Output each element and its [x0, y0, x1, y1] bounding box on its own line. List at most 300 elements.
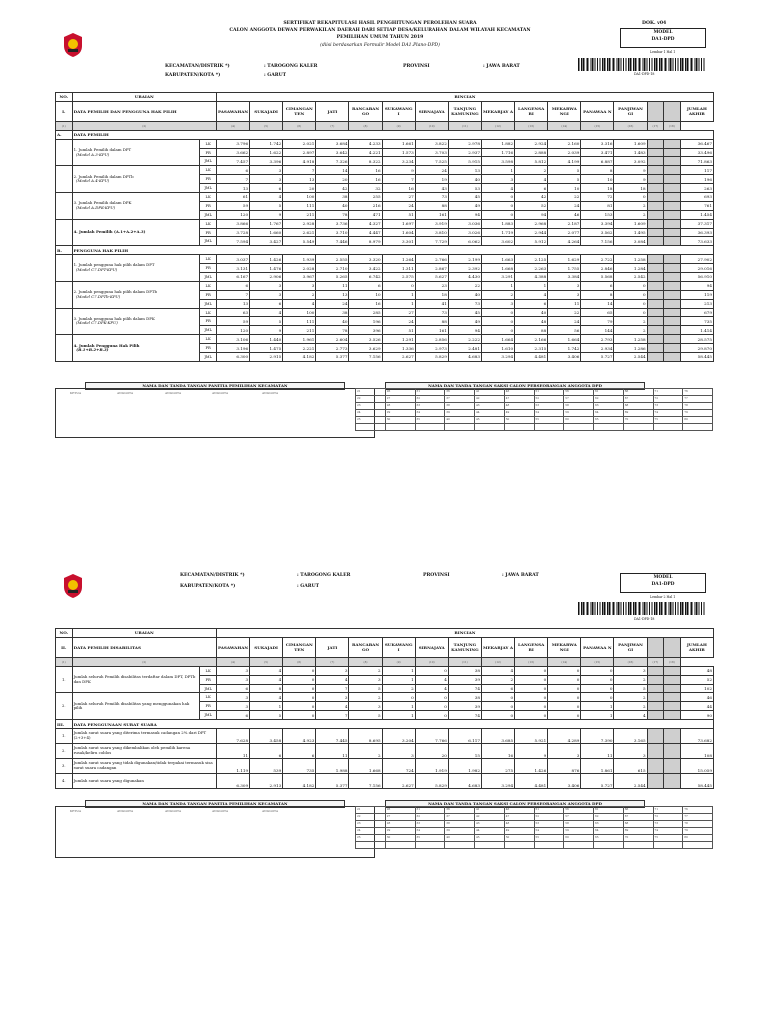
- saksi-slot: 54: [534, 828, 564, 835]
- value-cell: 0: [283, 702, 316, 711]
- value-cell: 1.668: [349, 759, 382, 774]
- row-number: [56, 335, 73, 362]
- blank-col: [647, 344, 664, 353]
- header-row: [56, 93, 714, 102]
- saksi-slot: [385, 842, 415, 849]
- value-cell: 48: [515, 317, 548, 326]
- row-label-text: 1. Jumlah pengguna hak pilih dalam DPT: [73, 262, 155, 268]
- value-cell: 1.258: [614, 255, 647, 264]
- value-cell: 1.668: [481, 264, 514, 273]
- village-header: TANJUNG KAMUNING: [448, 637, 481, 657]
- value-cell: 27: [382, 193, 415, 202]
- value-cell: 3.406: [548, 353, 581, 362]
- blank-col: [647, 255, 664, 264]
- value-cell: 3.822: [415, 139, 448, 148]
- row-label-sub: (Model C7.DPK-KPU): [73, 320, 118, 326]
- saksi-slot: [356, 424, 386, 431]
- signature-row: [356, 389, 713, 396]
- value-cell: 111: [283, 201, 316, 210]
- saksi-slot: 78: [683, 403, 713, 410]
- value-cell: 2.166: [515, 335, 548, 344]
- value-cell: 4: [316, 675, 349, 684]
- value-cell: 1: [382, 711, 415, 720]
- value-cell: 2: [382, 684, 415, 693]
- saksi-slot: 27: [385, 396, 415, 403]
- value-cell: 90: [680, 711, 713, 720]
- value-cell: 3.629: [349, 344, 382, 353]
- value-cell: 22: [548, 308, 581, 317]
- value-cell: 13: [216, 184, 249, 193]
- value-cell: 6.887: [581, 157, 614, 166]
- blank-col: [664, 693, 681, 702]
- value-cell: 0: [481, 193, 514, 202]
- sex-label: PR: [200, 148, 217, 157]
- village-header: PANAWAA N: [581, 637, 614, 657]
- saksi-slot: 30: [385, 835, 415, 842]
- row-number: [56, 219, 73, 246]
- row-label-sub: (Model A.DPK-KPU): [73, 204, 116, 210]
- village-header: PASAWAHAN: [216, 637, 249, 657]
- blank-col: [647, 317, 664, 326]
- saksi-slot: 47: [504, 814, 534, 821]
- saksi-slot: 40: [445, 417, 475, 424]
- blank-col: [664, 744, 681, 759]
- value-cell: 111: [283, 317, 316, 326]
- value-cell: 2.544: [614, 353, 647, 362]
- value-cell: 22: [448, 281, 481, 290]
- value-cell: 2: [481, 675, 514, 684]
- index-cell: (8): [349, 657, 382, 666]
- saksi-slot: 23: [356, 403, 386, 410]
- row-number: [56, 193, 73, 220]
- value-cell: 2.897: [283, 148, 316, 157]
- value-cell: 16: [349, 175, 382, 184]
- kpu-logo: [62, 573, 84, 599]
- village-header: PASAWAHAN: [216, 101, 249, 121]
- value-cell: 2.937: [448, 148, 481, 157]
- value-cell: 2.627: [382, 353, 415, 362]
- value-cell: 2.924: [515, 139, 548, 148]
- section-number: A.: [56, 130, 73, 139]
- value-cell: 1.609: [614, 139, 647, 148]
- sex-label: JML: [200, 353, 217, 362]
- value-cell: 0: [415, 711, 448, 720]
- saksi-slot: [415, 842, 445, 849]
- value-cell: 1.861: [581, 759, 614, 774]
- row-label: Jumlah surat suara yang tidak digunakan/tidak terpakai termasuk sisa surat suara cadangan: [72, 759, 216, 774]
- value-cell: 2.846: [581, 264, 614, 273]
- blank-col: [664, 101, 681, 121]
- saksi-slot: 26: [385, 389, 415, 396]
- value-cell: 2.710: [316, 264, 349, 273]
- index-cell: (2): [72, 121, 216, 130]
- row-label: [72, 139, 200, 166]
- index-cell: (16): [614, 121, 647, 130]
- value-cell: 1: [250, 702, 283, 711]
- village-header: LANGENSA RI: [515, 637, 548, 657]
- row-label: [72, 219, 200, 246]
- value-cell: 42: [316, 184, 349, 193]
- saksi-slot: 59: [564, 828, 594, 835]
- saksi-slot: [504, 842, 534, 849]
- value-cell: 1.622: [250, 148, 283, 157]
- value-cell: 11: [548, 299, 581, 308]
- saksi-slot: 42: [475, 396, 505, 403]
- value-cell: 3.234: [382, 157, 415, 166]
- section-number: III.: [56, 720, 73, 729]
- saksi-slot: 79: [683, 410, 713, 417]
- value-cell: 0: [283, 693, 316, 702]
- value-cell: 7.390: [581, 729, 614, 744]
- value-cell: 7: [316, 711, 349, 720]
- value-cell: 2.906: [250, 273, 283, 282]
- row-label-text: 2. Jumlah Pemilih dalam DPTb: [73, 173, 134, 179]
- value-cell: 1.454: [680, 210, 713, 219]
- saksi-slot: 66: [623, 389, 653, 396]
- saksi-slot: 73: [653, 821, 683, 828]
- blank-col: [664, 666, 681, 675]
- section-row: [56, 246, 714, 255]
- saksi-slot: 29: [385, 410, 415, 417]
- value-cell: 6: [216, 684, 249, 693]
- signature-role: ANGGOTA: [262, 391, 279, 395]
- value-cell: 11: [581, 744, 614, 759]
- value-cell: 3: [216, 666, 249, 675]
- value-cell: 18: [614, 184, 647, 193]
- value-cell: 4.683: [448, 353, 481, 362]
- village-header: SUKAJADI: [250, 101, 283, 121]
- value-cell: 3: [250, 281, 283, 290]
- blank-col: [647, 666, 664, 675]
- value-cell: 471: [349, 210, 382, 219]
- blank-col: [664, 210, 681, 219]
- value-cell: 23: [415, 281, 448, 290]
- village-header: CIMANGAN TEN: [283, 101, 316, 121]
- value-cell: 41: [415, 299, 448, 308]
- saksi-slot: 22: [356, 814, 386, 821]
- value-cell: 2: [614, 675, 647, 684]
- blank-col: [647, 702, 664, 711]
- signature-role: KETUA: [70, 391, 82, 395]
- village-header: SIRNAJAYA: [415, 101, 448, 121]
- sex-label: PR: [200, 290, 217, 299]
- village-header: RANCABAN GO: [349, 101, 382, 121]
- value-cell: 6.300: [216, 353, 249, 362]
- index-cell: (9): [382, 121, 415, 130]
- saksi-slot: 31: [415, 389, 445, 396]
- value-cell: 0: [548, 693, 581, 702]
- index-cell: (8): [349, 121, 382, 130]
- blank-col: [647, 193, 664, 202]
- value-cell: 7: [216, 175, 249, 184]
- value-cell: 36.467: [680, 139, 713, 148]
- value-cell: 3.471: [581, 148, 614, 157]
- jumlah-akhir-header: JUMLAH AKHIR: [680, 637, 713, 657]
- saksi-slot: 61: [594, 389, 624, 396]
- row-number: 4.: [56, 774, 73, 789]
- data-row: [56, 693, 714, 702]
- value-cell: 3.703: [415, 148, 448, 157]
- saksi-slot: 49: [504, 410, 534, 417]
- blank-col: [647, 166, 664, 175]
- saksi-signature-title-2: NAMA DAN TANDA TANGAN SAKSI CALON PERSEORANGAN ANGGOTA DPD: [385, 800, 645, 808]
- index-cell: (4): [216, 657, 249, 666]
- value-cell: 4: [250, 666, 283, 675]
- value-cell: 0: [548, 711, 581, 720]
- value-cell: 7: [283, 166, 316, 175]
- value-cell: 216: [349, 201, 382, 210]
- value-cell: 3: [250, 175, 283, 184]
- value-cell: 396: [349, 326, 382, 335]
- value-cell: 0: [481, 702, 514, 711]
- value-cell: 3.598: [481, 157, 514, 166]
- value-cell: 2.604: [316, 335, 349, 344]
- value-cell: 9: [515, 744, 548, 759]
- value-cell: 3.458: [250, 729, 283, 744]
- value-cell: 1.604: [382, 228, 415, 237]
- value-cell: 49: [448, 201, 481, 210]
- value-cell: 24: [548, 201, 581, 210]
- blank-col: [647, 759, 664, 774]
- saksi-slot: 34: [415, 828, 445, 835]
- index-cell: (11): [448, 121, 481, 130]
- village-header: PANAWAA N: [581, 101, 614, 121]
- value-cell: 1: [382, 702, 415, 711]
- value-cell: 6: [250, 184, 283, 193]
- blank-col: [664, 317, 681, 326]
- saksi-signature-grid-2: [355, 806, 713, 849]
- value-cell: 16: [481, 744, 514, 759]
- saksi-slot: [653, 424, 683, 431]
- blank-col: [647, 264, 664, 273]
- value-cell: 33.496: [680, 148, 713, 157]
- blank-col: [664, 675, 681, 684]
- sex-label: PR: [200, 201, 217, 210]
- value-cell: 3.106: [216, 335, 249, 344]
- value-cell: 0: [548, 702, 581, 711]
- value-cell: 3.684: [316, 139, 349, 148]
- value-cell: 37.317: [680, 219, 713, 228]
- section-label: DATA PEMILIH DAN PENGGUNA HAK PILIH: [72, 101, 216, 121]
- value-cell: 0: [614, 193, 647, 202]
- value-cell: 4.199: [548, 157, 581, 166]
- saksi-slot: 23: [356, 821, 386, 828]
- index-cell: (15): [581, 121, 614, 130]
- blank-col: [664, 299, 681, 308]
- value-cell: 14: [316, 166, 349, 175]
- saksi-slot: 76: [683, 807, 713, 814]
- blank-col: [647, 290, 664, 299]
- value-cell: 59: [216, 201, 249, 210]
- row-label-text: 3. Jumlah pengguna hak pilih dalam DPK: [73, 315, 155, 321]
- data-row: [56, 281, 714, 290]
- saksi-slot: 44: [475, 410, 505, 417]
- saksi-slot: 25: [356, 417, 386, 424]
- value-cell: 117: [680, 166, 713, 175]
- saksi-slot: [415, 424, 445, 431]
- saksi-slot: 67: [623, 396, 653, 403]
- saksi-slot: 36: [445, 807, 475, 814]
- value-cell: 0: [614, 308, 647, 317]
- saksi-slot: 77: [683, 396, 713, 403]
- blank-col: [647, 228, 664, 237]
- saksi-slot: 45: [475, 835, 505, 842]
- signature-role: KETUA: [70, 809, 82, 813]
- header-row: [56, 629, 714, 638]
- value-cell: 24: [415, 166, 448, 175]
- blank-col: [647, 335, 664, 344]
- value-cell: 3: [548, 281, 581, 290]
- saksi-slot: 63: [594, 403, 624, 410]
- sex-label: JML: [200, 299, 217, 308]
- row-number: [56, 139, 73, 166]
- saksi-slot: [534, 842, 564, 849]
- signature-role: ANGGOTA: [165, 391, 182, 395]
- value-cell: 161: [415, 210, 448, 219]
- saksi-slot: 32: [415, 814, 445, 821]
- value-cell: 6: [581, 281, 614, 290]
- value-cell: 2.934: [581, 344, 614, 353]
- value-cell: 1.440: [250, 335, 283, 344]
- saksi-slot: 51: [534, 389, 564, 396]
- blank-col: [664, 139, 681, 148]
- signature-role: ANGGOTA: [262, 809, 279, 813]
- saksi-slot: 75: [653, 835, 683, 842]
- value-cell: 8: [581, 290, 614, 299]
- index-cell: (14): [548, 657, 581, 666]
- usage-row: [56, 744, 714, 759]
- signature-role: ANGGOTA: [212, 391, 229, 395]
- village-header-row: [56, 101, 714, 121]
- value-cell: 3.562: [581, 228, 614, 237]
- sex-label: PR: [200, 675, 217, 684]
- sex-label: LK: [200, 139, 217, 148]
- saksi-slot: 69: [623, 410, 653, 417]
- saksi-slot: [653, 842, 683, 849]
- value-cell: 2: [481, 290, 514, 299]
- blank-col: [647, 148, 664, 157]
- ppk-signature-box-2: [55, 806, 375, 858]
- value-cell: 2.621: [283, 228, 316, 237]
- saksi-slot: 28: [385, 403, 415, 410]
- value-cell: 38: [448, 666, 481, 675]
- blank-col: [664, 255, 681, 264]
- signature-row: [356, 410, 713, 417]
- value-cell: 94: [448, 210, 481, 219]
- sex-label: JML: [200, 237, 217, 246]
- usage-row: [56, 774, 714, 789]
- value-cell: 3: [481, 299, 514, 308]
- saksi-slot: 77: [683, 814, 713, 821]
- value-cell: 6.117: [448, 729, 481, 744]
- value-cell: 9: [250, 210, 283, 219]
- value-cell: 6: [481, 684, 514, 693]
- value-cell: 2: [614, 201, 647, 210]
- value-cell: 8: [250, 684, 283, 693]
- value-cell: 1.414: [680, 326, 713, 335]
- value-cell: 59: [216, 317, 249, 326]
- value-cell: 0: [515, 675, 548, 684]
- value-cell: 4: [481, 666, 514, 675]
- signature-row: [356, 807, 713, 814]
- col-no-header: NO.: [56, 93, 73, 102]
- sex-label: LK: [200, 219, 217, 228]
- sex-label: LK: [200, 193, 217, 202]
- index-cell: (18): [664, 657, 681, 666]
- value-cell: 1.119: [216, 759, 249, 774]
- value-cell: 5.912: [515, 237, 548, 246]
- value-cell: 3: [548, 290, 581, 299]
- value-cell: 5: [250, 317, 283, 326]
- value-cell: 1: [382, 299, 415, 308]
- value-cell: 0: [481, 210, 514, 219]
- value-cell: 2.928: [283, 219, 316, 228]
- value-cell: 5.727: [581, 353, 614, 362]
- row-label-sub: (Model A.4-KPU): [73, 178, 110, 184]
- value-cell: 38: [316, 193, 349, 202]
- value-cell: 2.028: [283, 264, 316, 273]
- data-row: [56, 193, 714, 202]
- value-cell: 0: [415, 693, 448, 702]
- index-cell: (4): [216, 121, 249, 130]
- value-cell: 19: [415, 175, 448, 184]
- value-cell: 1.939: [283, 255, 316, 264]
- saksi-slot: 55: [534, 835, 564, 842]
- value-cell: 9: [250, 326, 283, 335]
- saksi-slot: 37: [445, 814, 475, 821]
- value-cell: 88: [415, 317, 448, 326]
- saksi-slot: 50: [504, 835, 534, 842]
- value-cell: 2: [614, 317, 647, 326]
- data-row: [56, 335, 714, 344]
- value-cell: 1.755: [548, 264, 581, 273]
- index-cell: (16): [614, 657, 647, 666]
- row-label: Jumlah surat suara yang digunakan: [72, 774, 216, 789]
- value-cell: 4.481: [515, 353, 548, 362]
- value-cell: 3.796: [216, 139, 249, 148]
- value-cell: 0: [481, 317, 514, 326]
- value-cell: 679: [680, 308, 713, 317]
- blank-col: [647, 675, 664, 684]
- value-cell: 4.182: [283, 353, 316, 362]
- value-cell: 24: [382, 317, 415, 326]
- value-cell: 3.291: [481, 273, 514, 282]
- value-cell: 7.445: [316, 729, 349, 744]
- value-cell: 2.263: [515, 264, 548, 273]
- value-cell: 5.727: [581, 774, 614, 789]
- value-cell: 7: [316, 684, 349, 693]
- saksi-slot: [356, 842, 386, 849]
- village-header: JATI: [316, 101, 349, 121]
- saksi-slot: 65: [594, 417, 624, 424]
- col-no-header: NO.: [56, 629, 73, 638]
- value-cell: 4.683: [448, 774, 481, 789]
- value-cell: 2.392: [448, 264, 481, 273]
- saksi-slot: [683, 424, 713, 431]
- saksi-slot: 58: [564, 403, 594, 410]
- value-cell: 3.026: [448, 228, 481, 237]
- sex-label: PR: [200, 228, 217, 237]
- value-cell: 79: [581, 317, 614, 326]
- model-box: MODEL DA1-DPD: [620, 28, 706, 48]
- value-cell: 0: [614, 290, 647, 299]
- value-cell: 0: [548, 675, 581, 684]
- value-cell: 3: [481, 175, 514, 184]
- blank-col: [647, 353, 664, 362]
- value-cell: 2.913: [250, 774, 283, 789]
- value-cell: 1.742: [250, 139, 283, 148]
- value-cell: 3.396: [250, 157, 283, 166]
